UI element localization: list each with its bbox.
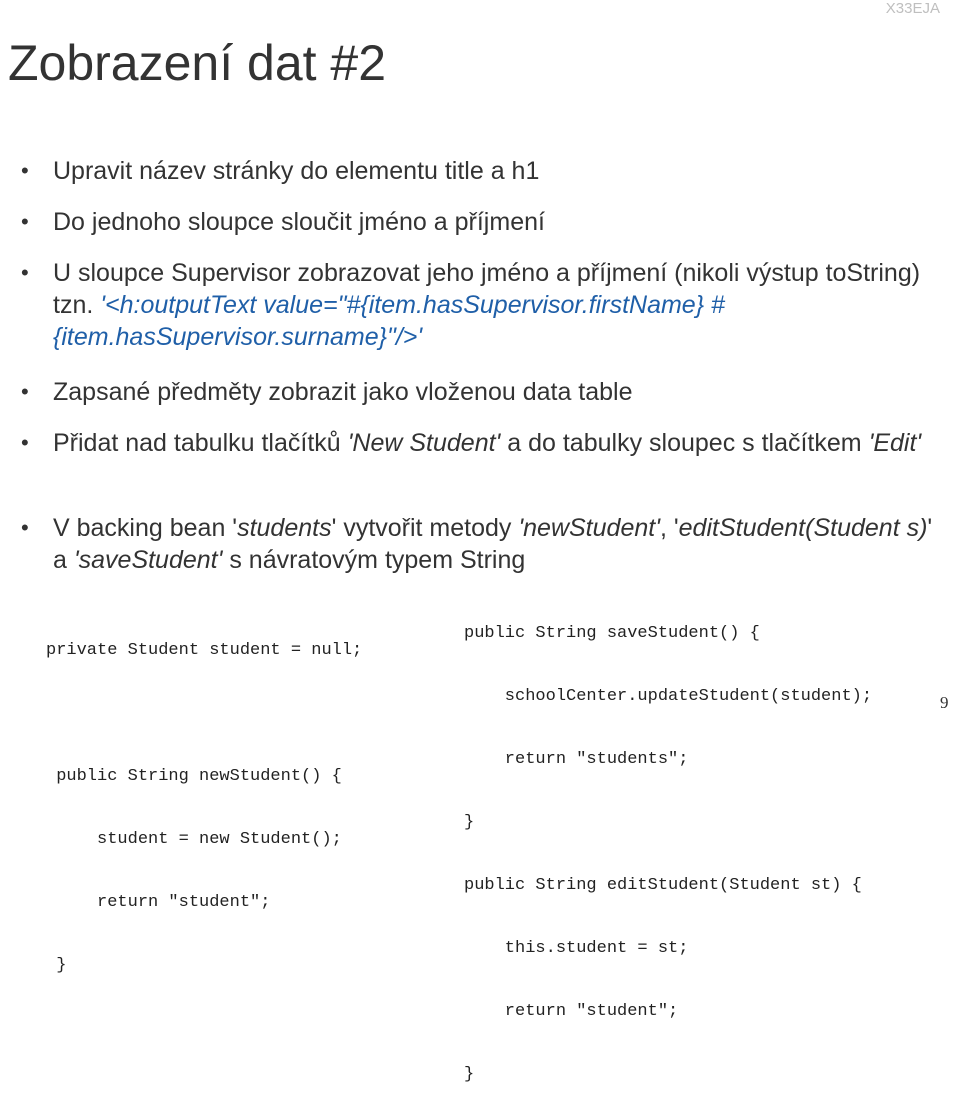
code-line: schoolCenter.updateStudent(student);: [464, 687, 873, 706]
bullet-title-h1: [53, 155, 933, 187]
bullet-text: Upravit název stránky do elementu title a h1: [53, 157, 540, 185]
course-code: X33EJA: [885, 0, 940, 17]
code-line: [46, 703, 362, 724]
code-block-left: [46, 598, 362, 997]
method-new-student: 'newStudent': [518, 514, 660, 542]
method-edit-student: editStudent(Student s): [678, 514, 928, 542]
bullet-nested-table: [53, 376, 933, 408]
bullet-merge-name: [53, 206, 933, 238]
bullet-text: a do tabulky sloupec s tlačítkem: [500, 429, 869, 457]
bullet-text: Přidat nad tabulku tlačítků: [53, 429, 348, 457]
code-line: public String saveStudent() {: [464, 624, 760, 643]
bullet-text: , ': [659, 514, 679, 542]
bean-name: students: [237, 514, 332, 542]
bullet-text: Do jednoho sloupce sloučit jméno a příjmení: [53, 208, 545, 236]
bullet-text: ' a: [53, 514, 933, 574]
code-line: public String newStudent() {: [46, 767, 342, 786]
code-block-right: [464, 581, 872, 1106]
bullet-supervisor: [53, 257, 933, 353]
code-line: private Student student = null;: [46, 641, 363, 660]
outputtext-snippet: '<h:outputText value="#{item.hasSupervisor.firstName} #{item.hasSupervisor.surname}"/>': [53, 291, 725, 351]
code-line: return "student";: [46, 893, 271, 912]
bullet-text: Zapsané předměty zobrazit jako vloženou data table: [53, 378, 633, 406]
method-save-student: 'saveStudent': [73, 546, 223, 574]
code-line: public String editStudent(Student st) {: [464, 876, 862, 895]
code-line: return "students";: [464, 750, 689, 769]
page-number: 9: [940, 693, 949, 712]
bullet-backing-bean: [53, 512, 933, 576]
code-line: }: [464, 813, 475, 832]
code-line: this.student = st;: [464, 939, 689, 958]
code-line: student = new Student();: [46, 830, 342, 849]
code-line: }: [464, 1065, 475, 1084]
bullet-text: ' vytvořit metody: [331, 514, 519, 542]
new-student-label: 'New Student': [347, 429, 501, 457]
slide-title: Zobrazení dat #2: [8, 35, 387, 91]
bullet-buttons: [53, 427, 933, 459]
edit-label: 'Edit': [868, 429, 922, 457]
code-line: return "student";: [464, 1002, 679, 1021]
bullet-text: s návratovým typem String: [222, 546, 526, 574]
bullet-text: U sloupce Supervisor zobrazovat jeho jméno a příjmení (nikoli výstup toString) tzn.: [53, 259, 921, 319]
bullet-text: V backing bean ': [53, 514, 238, 542]
code-line: }: [46, 956, 67, 975]
